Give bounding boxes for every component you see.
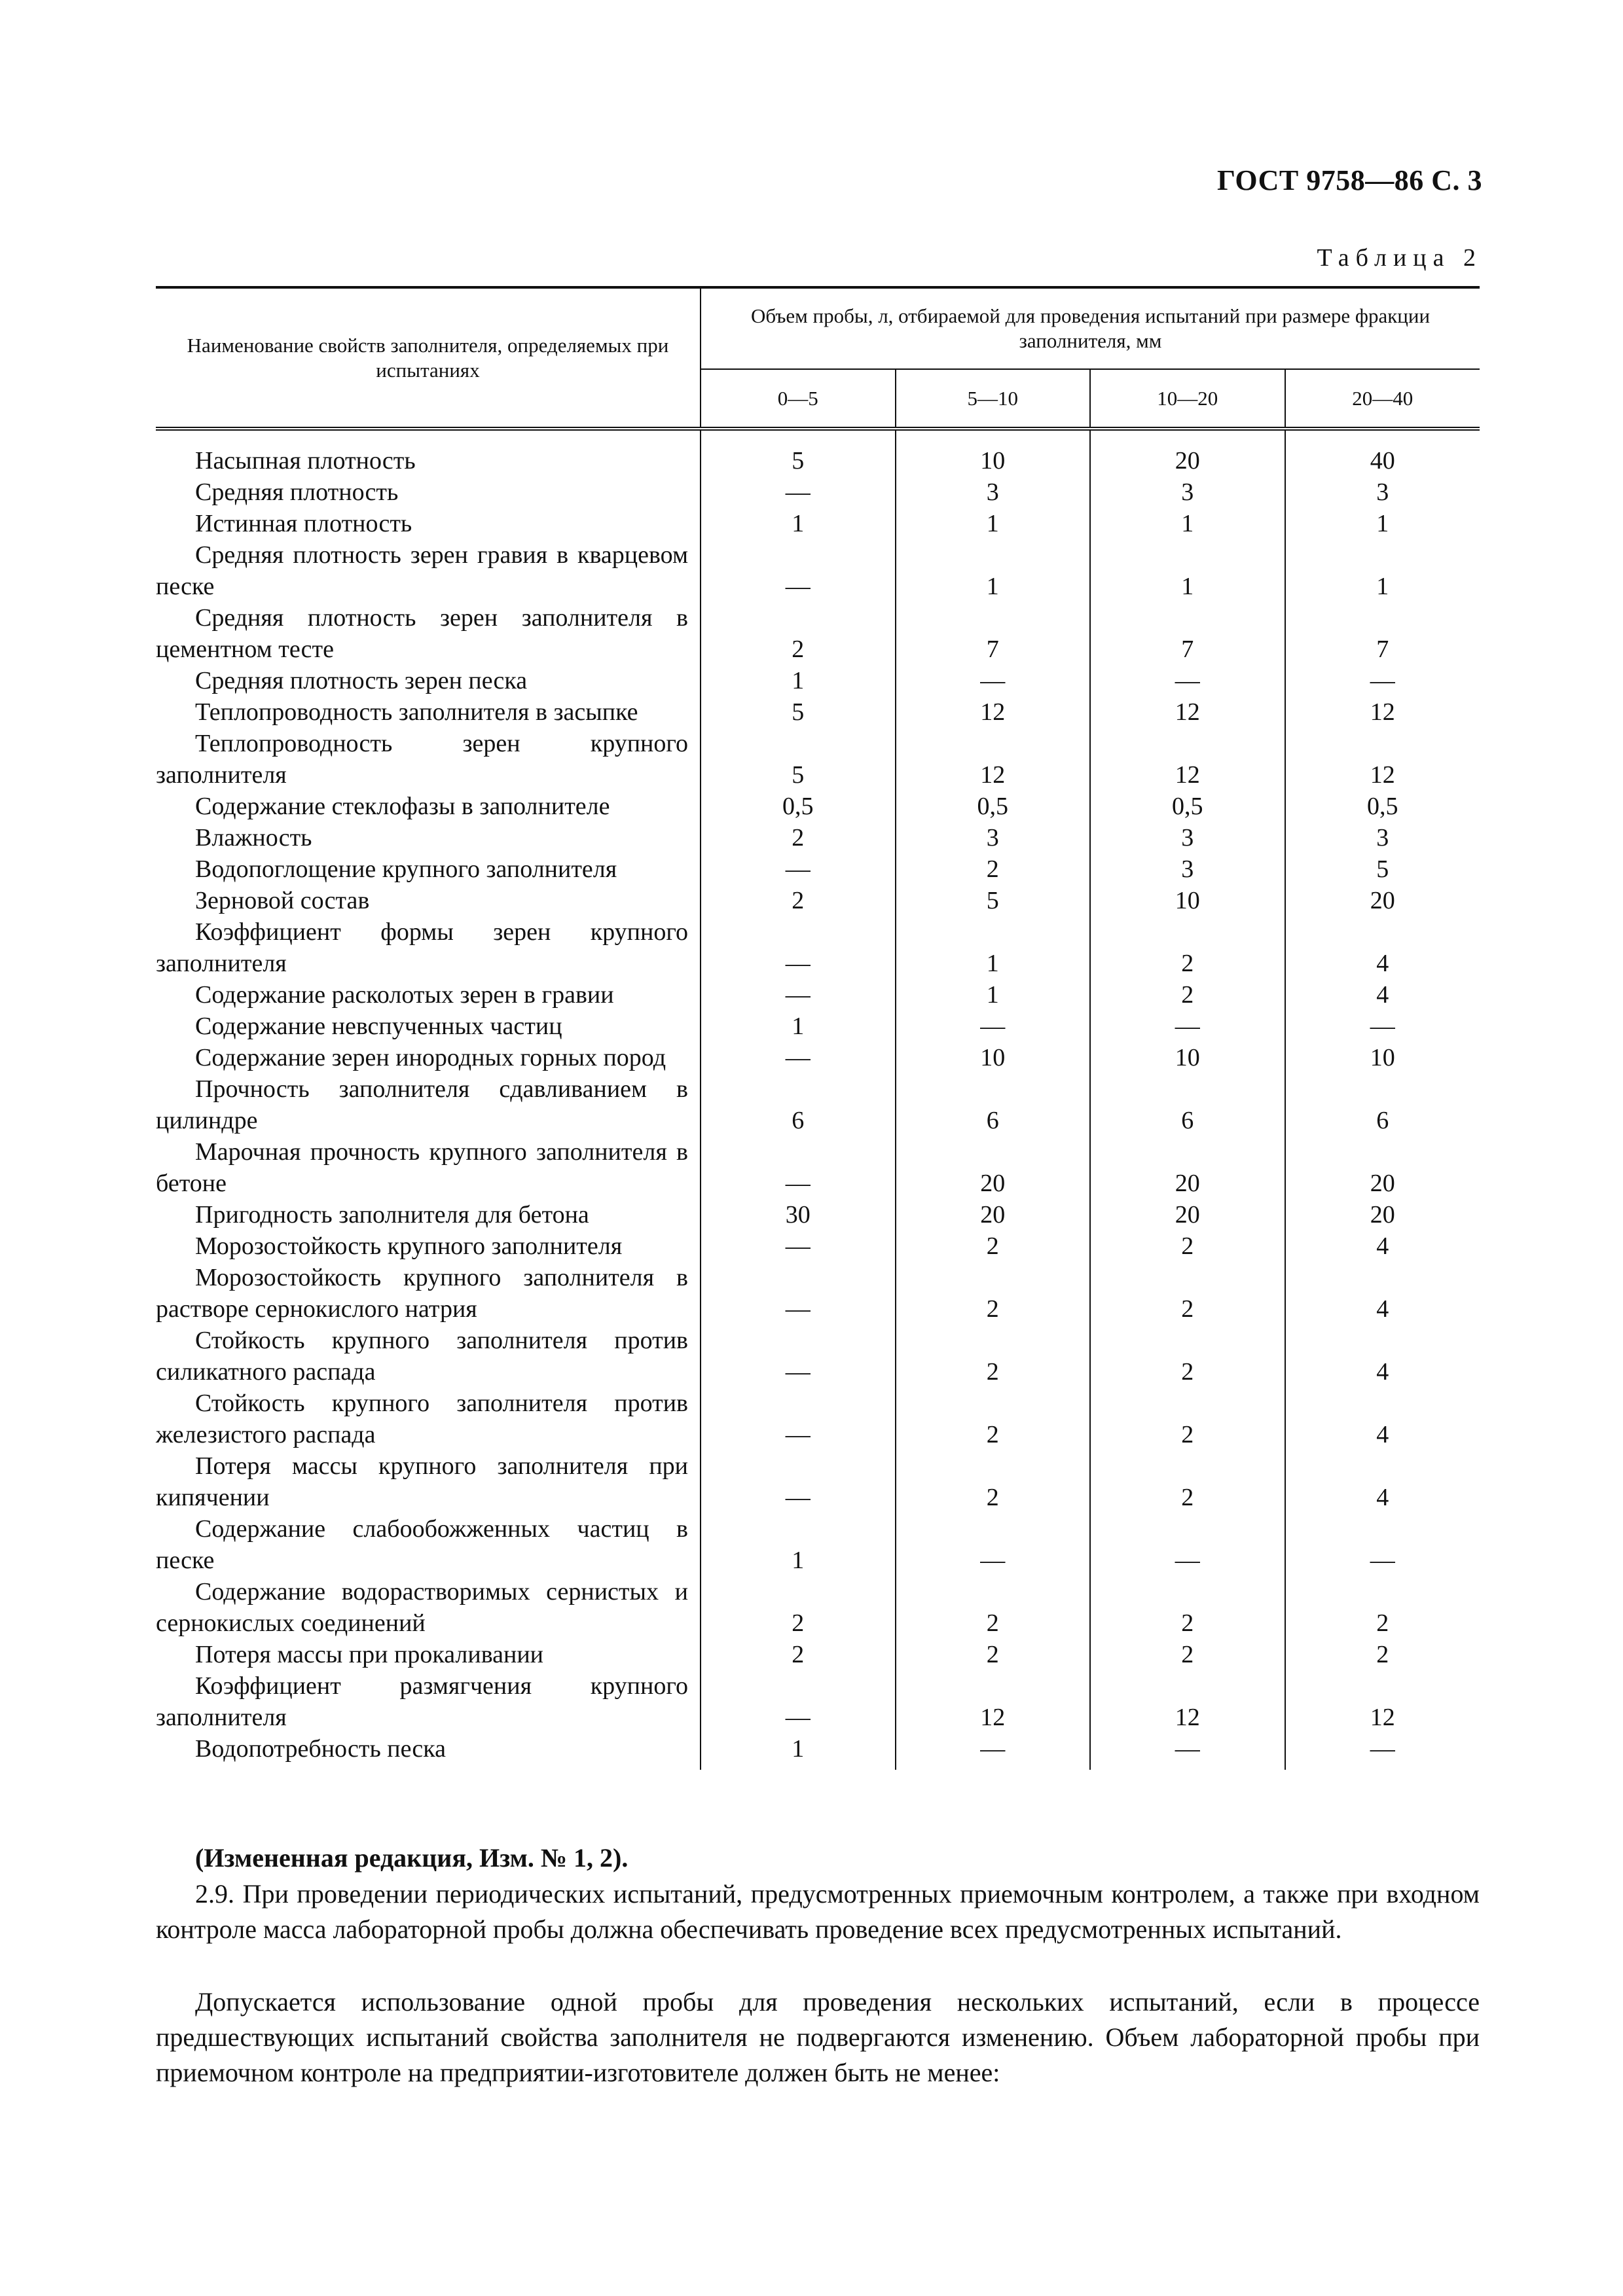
property-name: Истинная плотность [195, 510, 412, 537]
property-name: Средняя плотность зерен заполнителя в цементном тесте [156, 604, 688, 663]
sample-volume-value: 2 [701, 822, 896, 853]
sample-volume-value: — [1285, 665, 1480, 696]
table-row [156, 885, 1480, 916]
sample-volume-value: 4 [1285, 1262, 1480, 1325]
sample-volume-value: 2 [1090, 1325, 1285, 1388]
sample-volume-value: 7 [1090, 602, 1285, 665]
sample-volume-value: 10 [1090, 1042, 1285, 1073]
sample-volume-value: — [1090, 665, 1285, 696]
sample-volume-value: 1 [701, 1513, 896, 1576]
sample-volume-value: 0,5 [701, 791, 896, 822]
table-row [156, 1262, 1480, 1325]
property-name: Зерновой состав [195, 887, 370, 914]
sample-volume-value: 1 [701, 1733, 896, 1770]
table-row [156, 1073, 1480, 1136]
sample-volume-value: 10 [1090, 885, 1285, 916]
sample-volume-value: 12 [1285, 1670, 1480, 1733]
property-name: Средняя плотность зерен песка [195, 667, 528, 694]
sample-volume-value: 0,5 [896, 791, 1091, 822]
property-name: Содержание водорастворимых сернистых и сернокислых соединений [156, 1578, 688, 1637]
sample-volume-value: 2 [896, 1450, 1091, 1513]
table-row [156, 1042, 1480, 1073]
paragraph-allowed: Допускается использование одной пробы для проведения нескольких испытаний, если в процессе предшествующих испытаний свойства заполнителя не подвергаются изменению. Объем лабораторной пробы при приемочном контроле на предприятии-изготовителе должен быть не менее: [156, 1987, 1480, 2087]
table-row [156, 1011, 1480, 1042]
sample-volume-value: 5 [896, 885, 1091, 916]
sample-volume-value: — [701, 1230, 896, 1262]
sample-volume-value: 3 [896, 476, 1091, 508]
sample-volume-value: — [701, 1262, 896, 1325]
sample-volume-value: 1 [896, 979, 1091, 1011]
sample-volume-value: — [896, 1513, 1091, 1576]
sample-volume-value: 3 [1285, 476, 1480, 508]
sample-volume-value: 6 [1090, 1073, 1285, 1136]
sample-volume-value: — [701, 1042, 896, 1073]
sample-volume-value: 3 [1285, 822, 1480, 853]
column-header-fraction: 10—20 [1090, 369, 1285, 429]
table-row [156, 791, 1480, 822]
sample-volume-value: 30 [701, 1199, 896, 1230]
property-name: Коэффициент формы зерен крупного заполнителя [156, 918, 688, 977]
sample-volume-value: 1 [896, 916, 1091, 979]
column-header-property: Наименование свойств заполнителя, определяемых при испытаниях [156, 287, 701, 429]
property-name: Содержание слабообожженных частиц в песке [156, 1515, 688, 1574]
sample-volume-value: — [1090, 1513, 1285, 1576]
sample-volume-value: 5 [1285, 853, 1480, 885]
sample-volume-value: 0,5 [1285, 791, 1480, 822]
sample-volume-value: — [1090, 1733, 1285, 1770]
sample-volume-value: — [896, 1011, 1091, 1042]
sample-volume-value: 3 [896, 822, 1091, 853]
sample-volume-value: 20 [1090, 1136, 1285, 1199]
table-row [156, 539, 1480, 602]
sample-volume-value: 4 [1285, 1450, 1480, 1513]
sample-volume-value: 2 [1285, 1576, 1480, 1639]
sample-volume-value: 20 [896, 1136, 1091, 1199]
sample-volume-value: 5 [701, 696, 896, 728]
property-name: Стойкость крупного заполнителя против силикатного распада [156, 1327, 688, 1386]
sample-volume-value: 20 [1285, 1136, 1480, 1199]
sample-volume-value: 10 [896, 445, 1091, 476]
sample-volume-value: 20 [1090, 1199, 1285, 1230]
property-name: Содержание стеклофазы в заполнителе [195, 793, 610, 820]
sample-volume-value: 1 [701, 665, 896, 696]
property-name: Марочная прочность крупного заполнителя в бетоне [156, 1138, 688, 1197]
sample-volume-value: 1 [701, 508, 896, 539]
property-name: Пригодность заполнителя для бетона [195, 1201, 589, 1229]
property-name: Содержание невспученных частиц [195, 1013, 562, 1040]
sample-volume-value: — [701, 539, 896, 602]
property-name: Водопотребность песка [195, 1735, 447, 1763]
property-name: Теплопроводность заполнителя в засыпке [195, 698, 638, 726]
sample-volume-value: 2 [701, 1576, 896, 1639]
sample-volume-value: 2 [1090, 1576, 1285, 1639]
table-row [156, 1325, 1480, 1388]
column-header-fraction: 20—40 [1285, 369, 1480, 429]
sample-volume-value: — [1285, 1513, 1480, 1576]
sample-volume-value: 4 [1285, 1230, 1480, 1262]
sample-volume-value: 10 [896, 1042, 1091, 1073]
sample-volume-value: — [701, 1450, 896, 1513]
property-name: Коэффициент размягчения крупного заполнителя [156, 1672, 688, 1731]
sample-volume-value: 2 [896, 1325, 1091, 1388]
table-row [156, 1733, 1480, 1770]
property-name: Потеря массы крупного заполнителя при кипячении [156, 1452, 688, 1511]
table-row [156, 445, 1480, 476]
table-row [156, 1230, 1480, 1262]
table-row [156, 979, 1480, 1011]
sample-volume-table [156, 286, 1480, 1770]
table-row [156, 1639, 1480, 1670]
sample-volume-value: 2 [896, 1230, 1091, 1262]
property-name: Средняя плотность [195, 478, 399, 506]
sample-volume-value: 12 [1285, 696, 1480, 728]
table-row [156, 916, 1480, 979]
property-name: Прочность заполнителя сдавливанием в цилиндре [156, 1075, 688, 1134]
sample-volume-value: 4 [1285, 979, 1480, 1011]
sample-volume-value: 12 [1285, 728, 1480, 791]
sample-volume-value: 7 [896, 602, 1091, 665]
sample-volume-value: 20 [1285, 1199, 1480, 1230]
column-header-fraction: 5—10 [896, 369, 1091, 429]
table-row [156, 1576, 1480, 1639]
sample-volume-value: 2 [1090, 1262, 1285, 1325]
sample-volume-value: — [701, 916, 896, 979]
sample-volume-value: — [701, 853, 896, 885]
table-row [156, 665, 1480, 696]
sample-volume-value: — [1285, 1733, 1480, 1770]
table-row [156, 602, 1480, 665]
table-row [156, 1670, 1480, 1733]
sample-volume-value: 1 [1090, 539, 1285, 602]
sample-volume-value: 20 [1285, 885, 1480, 916]
sample-volume-value: 1 [896, 508, 1091, 539]
property-name: Содержание зерен инородных горных пород [195, 1044, 666, 1071]
property-name: Водопоглощение крупного заполнителя [195, 855, 617, 883]
table-row [156, 822, 1480, 853]
sample-volume-value: 12 [896, 696, 1091, 728]
sample-volume-value: 4 [1285, 1388, 1480, 1450]
sample-volume-value: 2 [896, 1576, 1091, 1639]
sample-volume-value: — [701, 1325, 896, 1388]
table-row [156, 728, 1480, 791]
sample-volume-value: 2 [701, 602, 896, 665]
sample-volume-value: — [701, 979, 896, 1011]
property-name: Насыпная плотность [195, 447, 416, 475]
sample-volume-value: 2 [1090, 916, 1285, 979]
sample-volume-value: 7 [1285, 602, 1480, 665]
sample-volume-value: 2 [1090, 1450, 1285, 1513]
sample-volume-value: 1 [1090, 508, 1285, 539]
sample-volume-value: — [701, 1388, 896, 1450]
sample-volume-value: 2 [1090, 1388, 1285, 1450]
sample-volume-value: 2 [896, 1388, 1091, 1450]
sample-volume-value: — [1285, 1011, 1480, 1042]
sample-volume-value: — [1090, 1011, 1285, 1042]
table-label: Таблица 2 [1317, 244, 1482, 272]
table-row [156, 853, 1480, 885]
property-name: Влажность [195, 824, 312, 852]
sample-volume-value: — [701, 1136, 896, 1199]
sample-volume-value: 12 [1090, 1670, 1285, 1733]
property-name: Морозостойкость крупного заполнителя [195, 1232, 623, 1260]
sample-volume-value: — [701, 476, 896, 508]
table-row [156, 1513, 1480, 1576]
sample-volume-value: 10 [1285, 1042, 1480, 1073]
sample-volume-value: 5 [701, 728, 896, 791]
sample-volume-value: 20 [1090, 445, 1285, 476]
table-row [156, 508, 1480, 539]
property-name: Морозостойкость крупного заполнителя в растворе сернокислого натрия [156, 1264, 688, 1323]
sample-volume-value: 2 [1090, 1230, 1285, 1262]
table-row [156, 476, 1480, 508]
table-row [156, 696, 1480, 728]
sample-volume-value: 12 [1090, 728, 1285, 791]
sample-volume-value: 6 [701, 1073, 896, 1136]
property-name: Содержание расколотых зерен в гравии [195, 981, 614, 1009]
sample-volume-value: 5 [701, 445, 896, 476]
sample-volume-value: 20 [896, 1199, 1091, 1230]
sample-volume-value: 40 [1285, 445, 1480, 476]
sample-volume-value: 12 [896, 1670, 1091, 1733]
sample-volume-value: 2 [1285, 1639, 1480, 1670]
property-name: Стойкость крупного заполнителя против железистого распада [156, 1390, 688, 1448]
sample-volume-value: — [896, 1733, 1091, 1770]
sample-volume-value: — [896, 665, 1091, 696]
table-row [156, 1199, 1480, 1230]
sample-volume-value: 2 [701, 1639, 896, 1670]
property-name: Средняя плотность зерен гравия в кварцевом песке [156, 541, 688, 600]
table-row [156, 1136, 1480, 1199]
sample-volume-value: 4 [1285, 1325, 1480, 1388]
sample-volume-value: 12 [896, 728, 1091, 791]
sample-volume-value: 2 [1090, 1639, 1285, 1670]
sample-volume-value: 1 [701, 1011, 896, 1042]
property-name: Потеря массы при прокаливании [195, 1641, 544, 1668]
table-row [156, 1388, 1480, 1450]
sample-volume-value: 2 [896, 1262, 1091, 1325]
sample-volume-value: 2 [896, 853, 1091, 885]
sample-volume-value: 2 [701, 885, 896, 916]
table-row [156, 1450, 1480, 1513]
property-name: Теплопроводность зерен крупного заполнителя [156, 730, 688, 789]
document-code: ГОСТ 9758—86 С. 3 [1216, 164, 1482, 196]
paragraph-2-9: 2.9. При проведении периодических испытаний, предусмотренных приемочным контролем, а также при входном контроле масса лабораторной пробы должна обеспечивать проведение всех предусмотренных испытаний. [156, 1879, 1480, 1944]
sample-volume-value: 0,5 [1090, 791, 1285, 822]
sample-volume-value: 1 [896, 539, 1091, 602]
sample-volume-value: 2 [1090, 979, 1285, 1011]
sample-volume-value: 3 [1090, 476, 1285, 508]
sample-volume-value: 3 [1090, 853, 1285, 885]
column-header-sample-volume: Объем пробы, л, отбираемой для проведения испытаний при размере фракции заполнителя, мм [701, 287, 1480, 369]
sample-volume-value: 2 [896, 1639, 1091, 1670]
sample-volume-value: 4 [1285, 916, 1480, 979]
sample-volume-value: 3 [1090, 822, 1285, 853]
sample-volume-value: 6 [896, 1073, 1091, 1136]
sample-volume-value: 1 [1285, 508, 1480, 539]
edition-note: (Измененная редакция, Изм. № 1, 2). [195, 1843, 629, 1873]
sample-volume-value: 6 [1285, 1073, 1480, 1136]
column-header-fraction: 0—5 [701, 369, 896, 429]
sample-volume-value: — [701, 1670, 896, 1733]
sample-volume-value: 1 [1285, 539, 1480, 602]
sample-volume-value: 12 [1090, 696, 1285, 728]
